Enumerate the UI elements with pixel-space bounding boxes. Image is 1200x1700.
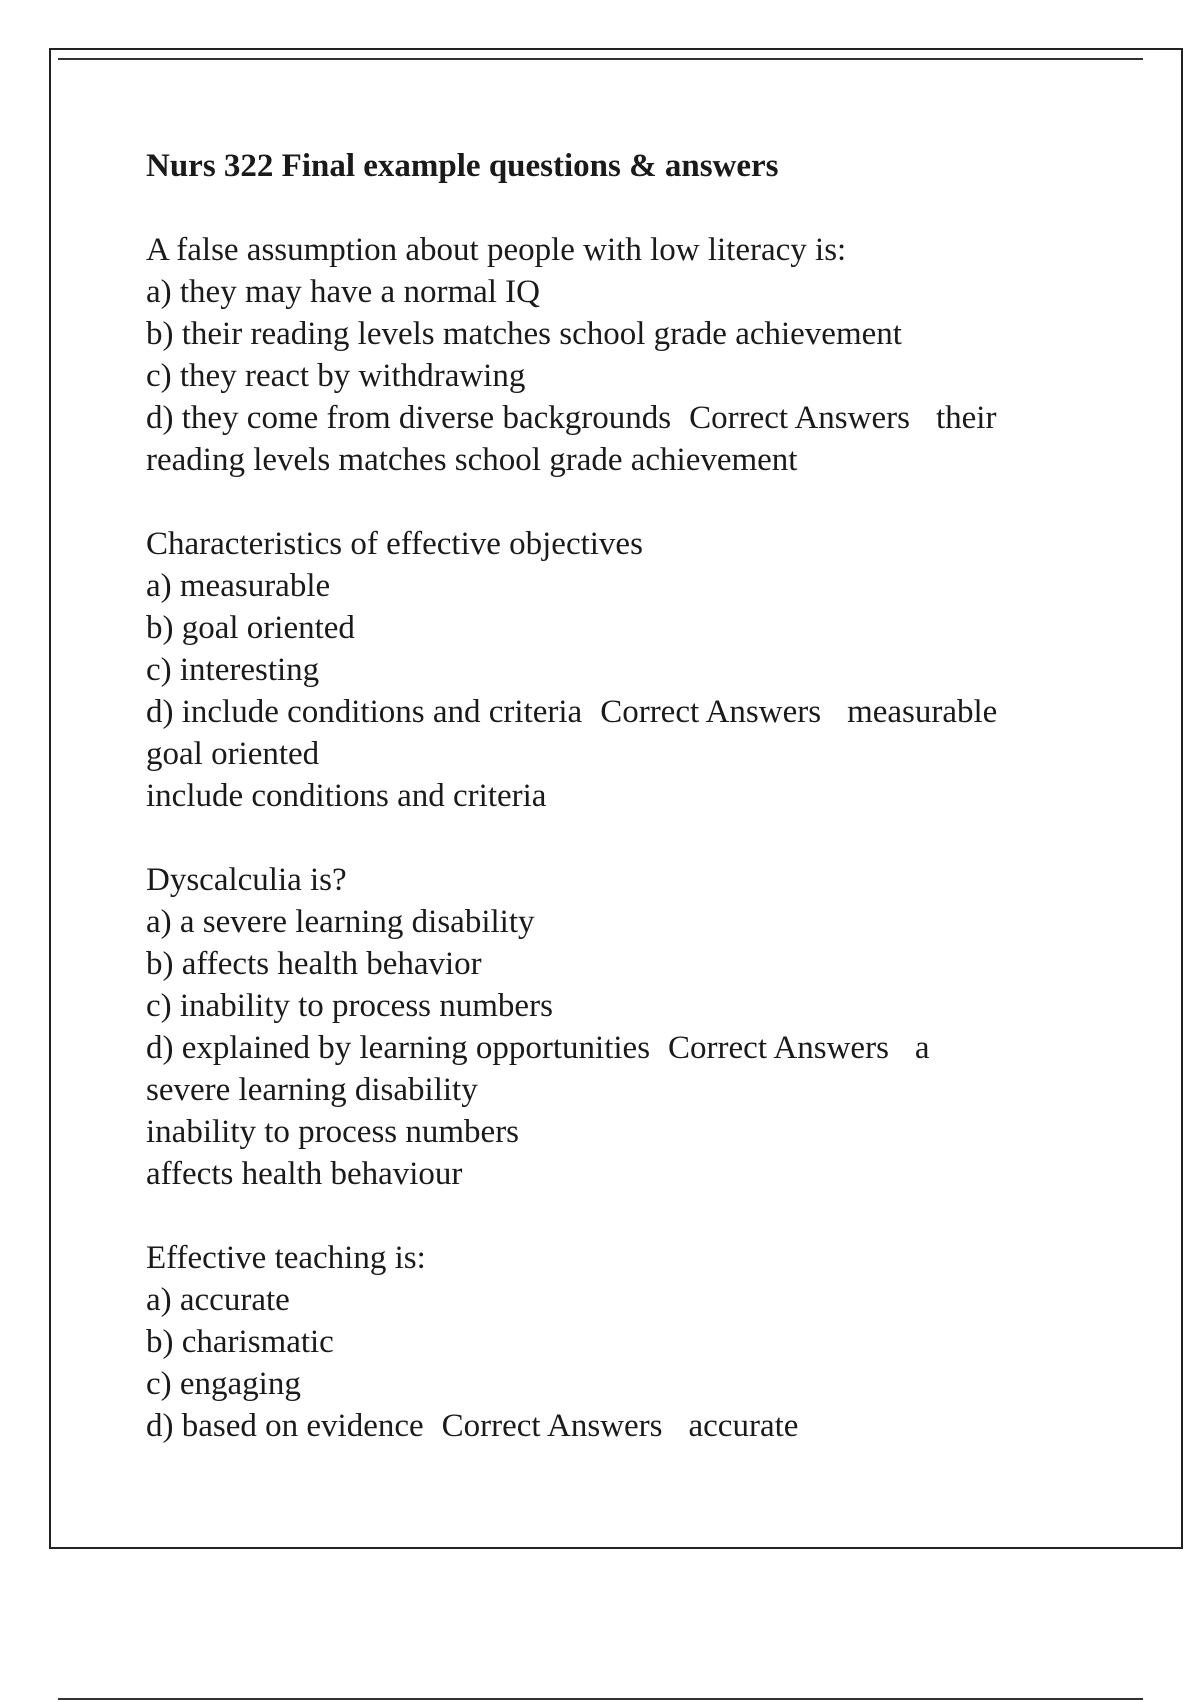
correct-answer-value: accurate: [688, 1408, 799, 1444]
answer-option: b) charismatic: [146, 1324, 334, 1360]
answer-option: a) they may have a normal IQ: [146, 274, 541, 310]
correct-answer-value: measurable: [847, 694, 998, 730]
correct-answer-value: their: [935, 400, 997, 436]
correct-answers-label: Correct Answers: [668, 1030, 889, 1066]
top-divider: [58, 58, 1143, 60]
question-prompt: Dyscalculia is?: [146, 862, 347, 898]
question-block: [146, 859, 1106, 1195]
last-option-with-answer: [146, 397, 1106, 439]
question-block: [146, 1237, 1106, 1447]
answer-option: b) their reading levels matches school grade achievement: [146, 316, 902, 352]
document-body: [146, 145, 1106, 1489]
correct-answer-value: a: [914, 1030, 930, 1066]
answer-option: a) accurate: [146, 1282, 290, 1318]
question-prompt: A false assumption about people with low literacy is:: [146, 232, 847, 268]
document-title: Nurs 322 Final example questions & answers: [146, 148, 779, 184]
question-prompt: Characteristics of effective objectives: [146, 526, 643, 562]
question-block: [146, 229, 1106, 481]
answer-option: d) explained by learning opportunities: [146, 1030, 651, 1066]
correct-answers-label: Correct Answers: [441, 1408, 663, 1444]
last-option-with-answer: [146, 691, 1106, 733]
correct-answer-value: include conditions and criteria: [146, 778, 547, 814]
question-block: [146, 523, 1106, 817]
correct-answer-value: goal oriented: [146, 736, 320, 772]
correct-answers-label: Correct Answers: [689, 400, 910, 436]
last-option-with-answer: [146, 1027, 1106, 1069]
answer-option: d) they come from diverse backgrounds: [146, 400, 672, 436]
correct-answer-value: severe learning disability: [146, 1072, 478, 1108]
answer-option: c) engaging: [146, 1366, 301, 1402]
correct-answers-label: Correct Answers: [600, 694, 822, 730]
answer-option: b) affects health behavior: [146, 946, 482, 982]
answer-option: d) based on evidence: [146, 1408, 424, 1444]
answer-option: a) a severe learning disability: [146, 904, 535, 940]
answer-option: c) they react by withdrawing: [146, 358, 526, 394]
last-option-with-answer: [146, 1405, 1106, 1447]
answer-option: b) goal oriented: [146, 610, 355, 646]
answer-option: c) interesting: [146, 652, 320, 688]
correct-answer-value: reading levels matches school grade achievement: [146, 442, 798, 478]
answer-option: c) inability to process numbers: [146, 988, 553, 1024]
answer-option: a) measurable: [146, 568, 331, 604]
correct-answer-value: affects health behaviour: [146, 1156, 463, 1192]
answer-option: d) include conditions and criteria: [146, 694, 583, 730]
question-prompt: Effective teaching is:: [146, 1240, 426, 1276]
correct-answer-value: inability to process numbers: [146, 1114, 520, 1150]
